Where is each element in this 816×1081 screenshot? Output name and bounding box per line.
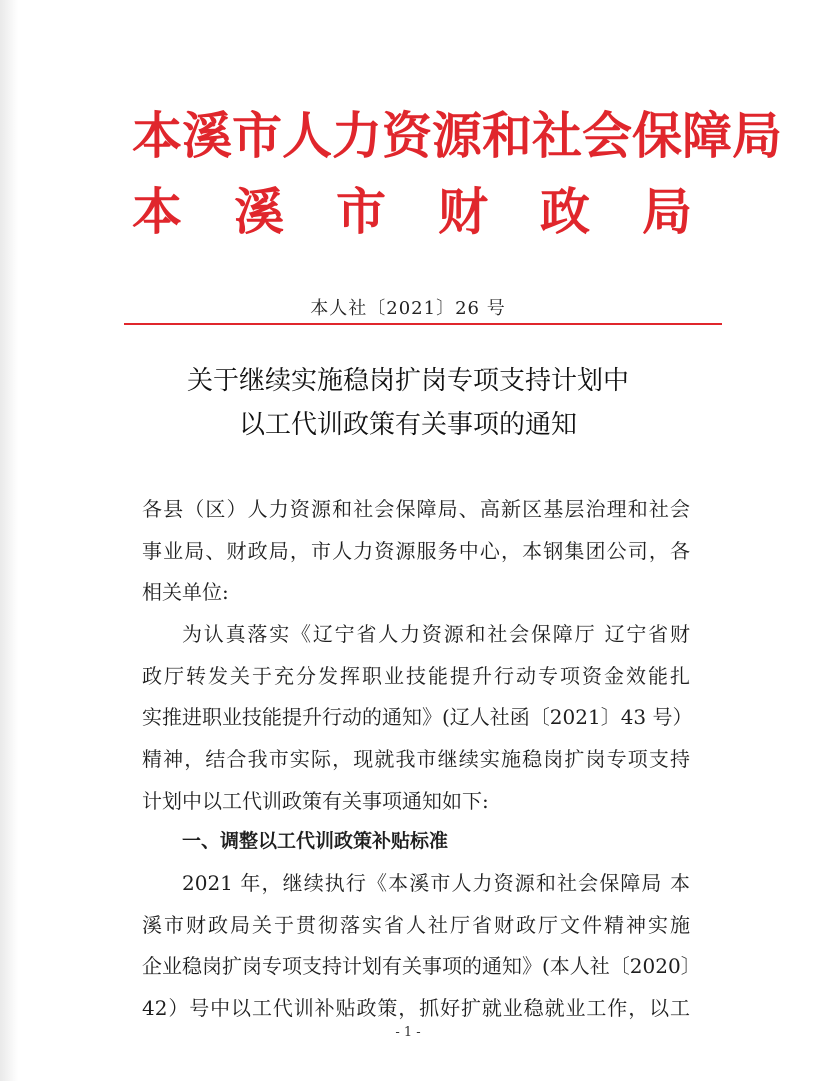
red-divider-rule [124,323,722,325]
letterhead-char: 政 [540,182,590,241]
paragraph-line: 政厅转发关于充分发挥职业技能提升行动专项资金效能扎 [142,664,690,688]
scan-edge-shadow [0,0,18,1081]
letterhead-char: 本 [132,182,182,241]
letterhead-char: 财 [438,182,488,241]
page-number: - 1 - [395,1025,421,1040]
letterhead-org-hrss: 本溪市人力资源和社会保障局 [132,106,782,165]
salutation-line: 各县（区）人力资源和社会保障局、高新区基层治理和社会 [142,497,690,521]
salutation-line: 事业局、财政局，市人力资源服务中心，本钢集团公司，各 [142,539,690,563]
paragraph-line: 2021 年，继续执行《本溪市人力资源和社会保障局 本 [182,871,690,895]
salutation-line: 相关单位: [142,580,229,604]
letterhead-org-finance [132,180,692,244]
paragraph-line: 精神，结合我市实际，现就我市继续实施稳岗扩岗专项支持 [142,747,690,771]
document-title-line-1: 关于继续实施稳岗扩岗专项支持计划中 [186,366,629,396]
paragraph-line: 企业稳岗扩岗专项支持计划有关事项的通知》(本人社〔2020〕 [142,954,701,978]
paragraph-line: 溪市财政局关于贯彻落实省人社厅省财政厅文件精神实施 [142,913,690,937]
document-number: 本人社〔2021〕26 号 [310,298,506,319]
section-heading: 一、调整以工代训政策补贴标准 [182,830,449,852]
letterhead-char: 市 [336,182,386,241]
paragraph-line: 计划中以工代训政策有关事项通知如下: [142,789,489,813]
letterhead-char: 局 [642,182,692,241]
letterhead-char: 溪 [234,182,284,241]
paragraph-line: 42）号中以工代训补贴政策，抓好扩就业稳就业工作，以工 [142,996,690,1020]
paragraph-line: 实推进职业技能提升行动的通知》(辽人社函〔2021〕43 号） [142,705,693,729]
paragraph-line: 为认真落实《辽宁省人力资源和社会保障厅 辽宁省财 [182,622,690,646]
document-title-line-2: 以工代训政策有关事项的通知 [238,410,577,440]
